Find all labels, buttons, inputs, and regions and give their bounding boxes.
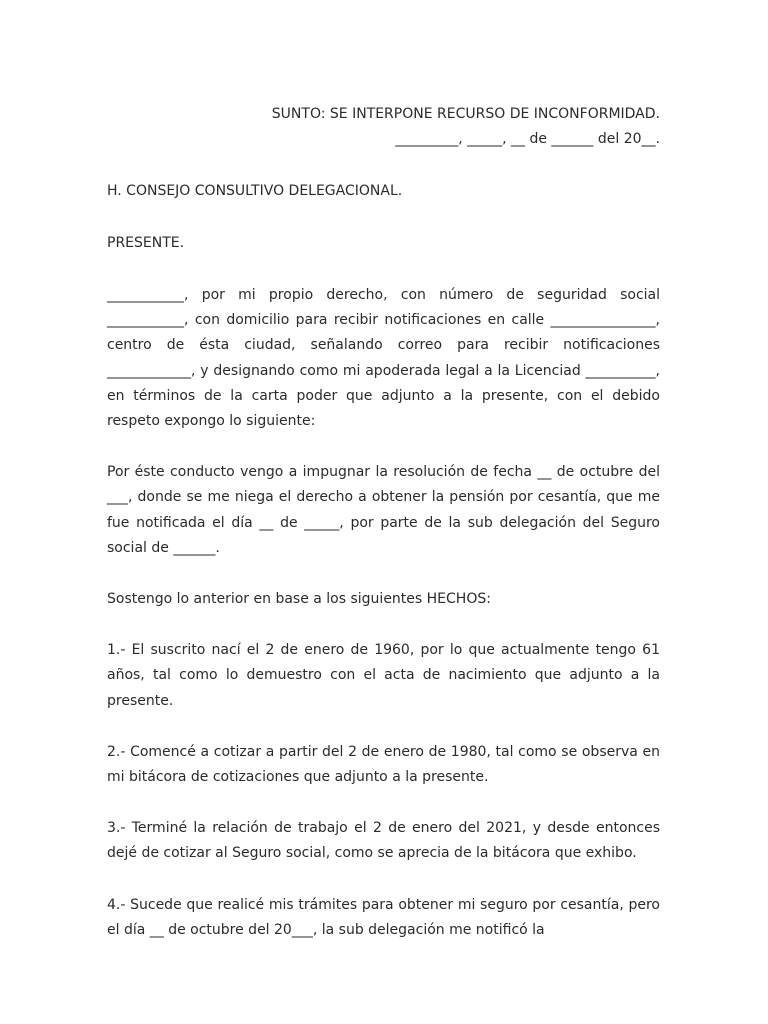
document-body [107, 102, 660, 943]
greeting: PRESENTE. [107, 235, 185, 251]
facts-heading: Sostengo lo anterior en base a los siguientes HECHOS: [107, 591, 491, 608]
fact-4: 4.- Sucede que realicé mis trámites para obtener mi seguro por cesantía, pero el día __ de octubre del 20___, la sub delegación me notificó la [107, 896, 660, 938]
fact-1: 1.- El suscrito nací el 2 de enero de 1960, por lo que actualmente tengo 61 años, tal como lo demuestro con el acta de nacimiento que adjunto a la presente. [107, 642, 660, 709]
fact-2: 2.- Comencé a cotizar a partir del 2 de enero de 1980, tal como se observa en mi bitácora de cotizaciones que adjunto a la presente. [107, 743, 660, 786]
addressee: H. CONSEJO CONSULTIVO DELEGACIONAL. [107, 183, 403, 199]
intro-paragraph: ___________, por mi propio derecho, con número de seguridad social ___________, con domicilio para recibir notificaciones en calle _______________, centro de ésta ciudad, señalando correo para recibir notificaciones ____________, y designando como mi apoderada legal a la Licenciad __________, en términos de la carta poder que adjunto a la presente, con el debido respeto expongo lo siguiente: [107, 287, 660, 430]
fact-3: 3.- Terminé la relación de trabajo el 2 de enero del 2021, y desde entonces dejé de cotizar al Seguro social, como se aprecia de la bitácora que exhibo. [107, 820, 660, 862]
date-line: _________, _____, __ de ______ del 20__. [395, 131, 660, 147]
subject-line: SUNTO: SE INTERPONE RECURSO DE INCONFORMIDAD. [271, 106, 660, 122]
impugnation-paragraph: Por éste conducto vengo a impugnar la resolución de fecha __ de octubre del ___, donde se me niega el derecho a obtener la pensión por cesantía, que me fue notificada el día __ de _____, por parte de la sub delegación del Seguro social de ______. [107, 464, 660, 556]
